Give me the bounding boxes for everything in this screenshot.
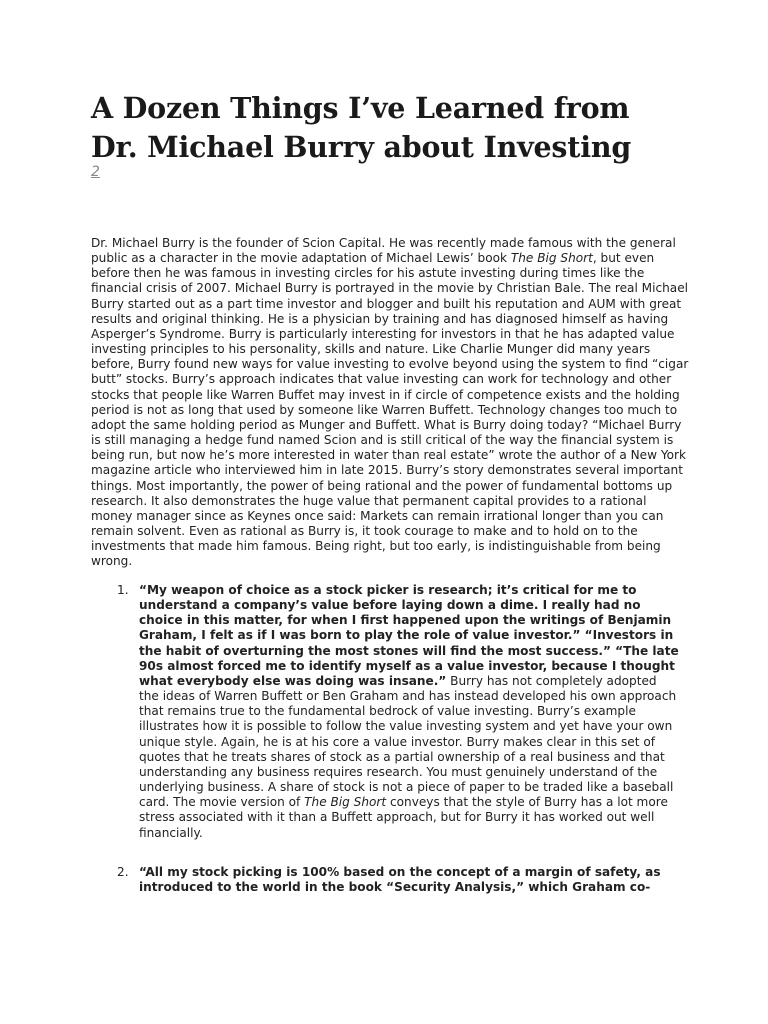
intro-book-title: The Big Short — [510, 251, 593, 266]
list-item-body — [139, 583, 679, 841]
intro-text-part-2: , but even before then he was famous in investing circles for his astute investing during times like the financial crisis of 2007. Michael Burry is portrayed in the movie by Christian Bale. The real Michael Burry started out as a part time investor and blogger and built his reputation and AUM with great results and original thinking. He is a physician by training and has diagnosed himself as having Asperger’s Syndrome. Burry is particularly interesting for investors in that he has adapted value investing principles to his personality, skills and nature. Like Charlie Munger did many years before, Burry found new ways for value investing to evolve beyond using the system to find “cigar butt” stocks. Burry’s approach indicates that value investing can work for technology and other stocks that people like Warren Buffet may invest in if circle of competence exists and the holding period is not as long that used by someone like Warren Buffett. Technology changes too much to adopt the same holding period as Munger and Buffett. What is Burry doing today? “Michael Burry is still managing a hedge fund named Scion and is still critical of the way the financial system is being run, but now he’s more interested in water than real estate” wrote the author of a New York magazine article who interviewed him in late 2015. Burry’s story demonstrates several important things. Most importantly, the power of being rational and the power of fundamental bottoms up research. It also demonstrates the huge value that permanent capital provides to a rational money manager since as Keynes once said: Markets can remain irrational longer than you can remain solvent. Even as rational as Burry is, it took courage to make and to hold on to the investments that made him famous. Being right, but too early, is indistinguishable from being wrong. — [91, 251, 689, 569]
list-item-book-title: The Big Short — [304, 795, 387, 810]
footnote-link[interactable]: 2 — [91, 164, 100, 180]
list-item-number: 1. — [117, 583, 129, 597]
list-item-quote: “All my stock picking is 100% based on the concept of a margin of safety, as introduced to the world in the book “Security Analysis,” which Graham co- — [139, 865, 661, 895]
intro-text-part-1: Dr. Michael Burry is the founder of Scion Capital. He was recently made famous with the general public as a character in the movie adaptation of Michael Lewis’ book — [91, 236, 676, 266]
article-title-line-2: Dr. Michael Burry about Investing — [91, 130, 632, 164]
article-title — [91, 89, 691, 167]
article-title-line-1: A Dozen Things I’ve Learned from — [91, 91, 630, 125]
list-item-body — [139, 865, 679, 895]
list-item-number: 2. — [117, 865, 129, 879]
list-item-text-part-2: conveys that the style of Burry has a lot more stress associated with it than a Buffett approach, but for Burry it has worked out well financially. — [139, 795, 668, 840]
list-item-text-part-1: Burry has not completely adopted the ideas of Warren Buffett or Ben Graham and has instead developed his own approach that remains true to the fundamental bedrock of value investing. Burry’s example illustrates how it is possible to follow the value investing system and yet have your own unique style. Again, he is at his core a value investor. Burry makes clear in this set of quotes that he treats shares of stock as a partial ownership of a real business and that understanding any business requires research. You must genuinely understand of the underlying business. A share of stock is not a piece of paper to be traded like a baseball card. The movie version of — [139, 673, 677, 810]
intro-paragraph — [91, 236, 689, 569]
list-item-quote: “My weapon of choice as a stock picker is research; it’s critical for me to understand a company’s value before laying down a dime. I really had no choice in this matter, for when I first happened upon the writings of Benjamin Graham, I felt as if I was born to play the role of value investor.” “Investors in the habit of overturning the most stones will find the most success.” “The late 90s almost forced me to identify myself as a value investor, because I thought what everybody else was doing was insane.” — [139, 583, 679, 688]
